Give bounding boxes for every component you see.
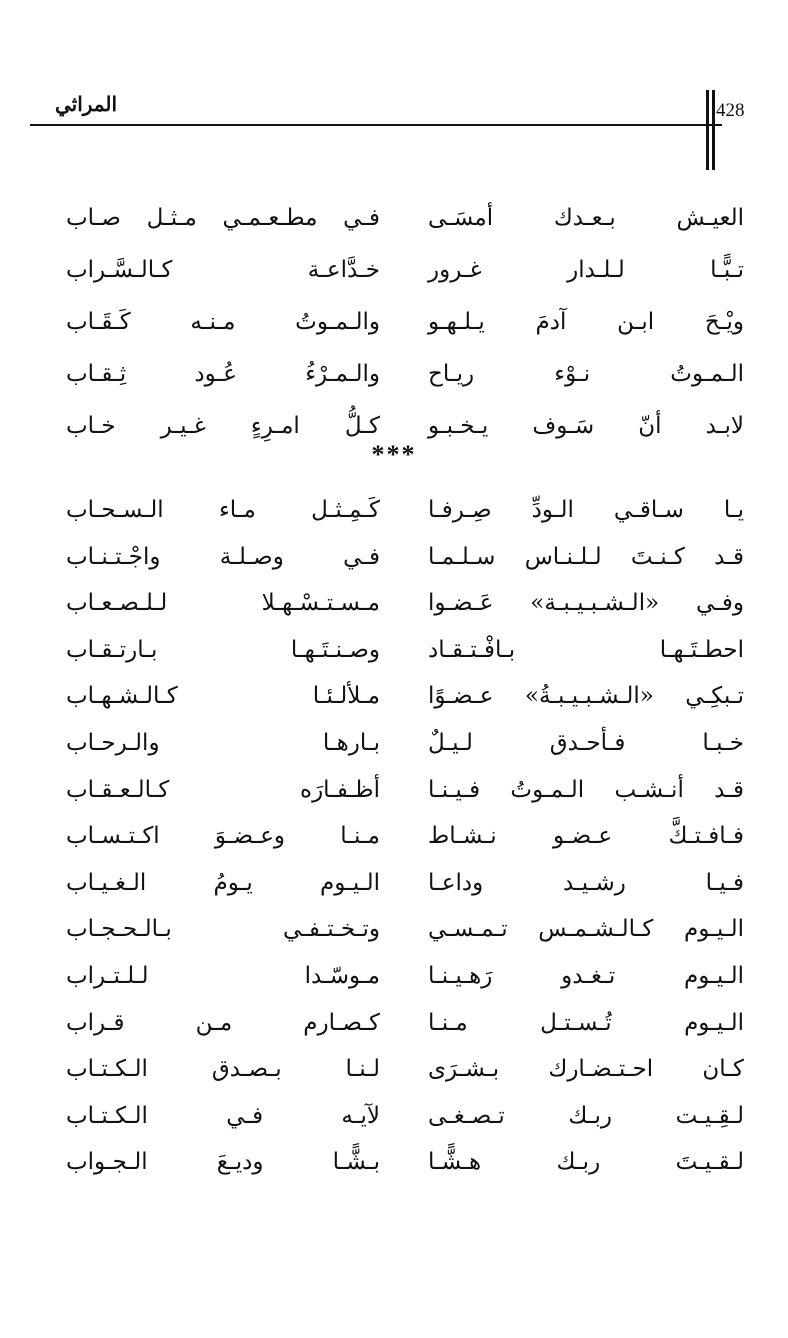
- verse-line: [0, 816, 788, 856]
- verse-line: [0, 630, 788, 670]
- verse-first-hemistich: قـد أنـشـب الـمـوتُ فـيـنـا: [428, 776, 744, 803]
- verse-second-hemistich: فـي مطـعـمـي مـثـل صـاب: [66, 205, 380, 231]
- verse-second-hemistich: بـارهـا والـرحـاب: [66, 730, 380, 756]
- verse-second-hemistich: وتـخـتـفـي بـالـحـجـاب: [66, 916, 380, 943]
- verse-first-hemistich: لابـد أنّ سَـوف يـخـبـو: [428, 413, 744, 439]
- verse-second-hemistich: كـصـارم مـن قـراب: [66, 1009, 380, 1036]
- page-number: 428: [716, 100, 745, 121]
- verse-first-hemistich: احطـتَـهـا بـافْـتـقـاد: [428, 636, 744, 663]
- verse-first-hemistich: تـبًّـا لـلـدار غـرور: [428, 257, 744, 283]
- verse-second-hemistich: بـشًّـا وديـعَ الـجـواب: [66, 1149, 380, 1176]
- verse-first-hemistich: قـد كـنـتَ لـلـنـاس سـلـمـا: [428, 543, 744, 570]
- verse-first-hemistich: الـمـوتُ نـوْء ريـاح: [428, 361, 744, 387]
- verse-line: [0, 770, 788, 810]
- verse-second-hemistich: فـي وصـلـة واجْـتـنـاب: [66, 543, 380, 570]
- verse-line: [0, 909, 788, 949]
- verse-line: [0, 863, 788, 903]
- verse-second-hemistich: كَـمِـثـل مـاء الـسـحـاب: [66, 497, 380, 523]
- verse-first-hemistich: الـيـوم كـالـشـمـس تـمـسـي: [428, 916, 744, 943]
- verse-first-hemistich: يـا سـاقـي الـودِّ صِـرفـا: [428, 497, 744, 523]
- verse-second-hemistich: لآيـه فـي الـكـتـاب: [66, 1102, 380, 1129]
- verse-second-hemistich: لـنـا بـصـدق الـكـتـاب: [66, 1056, 380, 1083]
- verse-line: [0, 354, 788, 394]
- verse-second-hemistich: مـسـتـسْـهـلا لـلـصـعـاب: [66, 590, 380, 617]
- verse-second-hemistich: كـلُّ امـرِءٍ غـيـر خـاب: [66, 413, 380, 439]
- verse-line: [0, 490, 788, 530]
- verse-second-hemistich: وصـنـتَـهـا بـارتـقـاب: [66, 636, 380, 663]
- verse-second-hemistich: والـمـوتُ مـنـه كَـقَـاب: [66, 309, 380, 335]
- verse-first-hemistich: تـبكِـي «الـشـبـيـبـةُ» عـضـوًا: [428, 683, 744, 710]
- verse-second-hemistich: مـلألـئـا كـالـشـهـاب: [66, 683, 380, 710]
- verse-first-hemistich: الـيـوم تُـسـتـل مـنـا: [428, 1009, 744, 1036]
- header-rule: [30, 124, 722, 126]
- verse-first-hemistich: كـان احـتـضـارك بـشـرَى: [428, 1056, 744, 1083]
- verse-second-hemistich: الـيـوم يـومُ الـغـيـاب: [66, 869, 380, 896]
- verse-second-hemistich: والـمـرْءُ عُـود ثِـقـاب: [66, 361, 380, 387]
- stanza-separator: ***: [371, 440, 417, 469]
- verse-line: [0, 1142, 788, 1182]
- verse-line: [0, 1096, 788, 1136]
- verse-second-hemistich: خـدَّاعـة كـالـسَّـراب: [66, 257, 380, 283]
- verse-line: [0, 583, 788, 623]
- verse-second-hemistich: أظـفـارَه كـالـعـقـاب: [66, 776, 380, 803]
- verse-first-hemistich: وفـي «الـشـبـيـبـة» عَـضـوا: [428, 590, 744, 617]
- verse-first-hemistich: العيـش بـعـدك أمسَـى: [428, 205, 744, 231]
- verse-line: [0, 1049, 788, 1089]
- verse-first-hemistich: فـافـتـكَّ عـضـو نـشـاط: [428, 823, 744, 850]
- verse-first-hemistich: ويْـحَ ابـن آدمَ يـلـهـو: [428, 309, 744, 335]
- verse-line: [0, 956, 788, 996]
- verse-line: [0, 198, 788, 238]
- verse-line: [0, 302, 788, 342]
- verse-line: [0, 723, 788, 763]
- verse-line: [0, 250, 788, 290]
- page-header: [0, 0, 788, 180]
- verse-first-hemistich: لـقِـيـت ربـك تـصـغـى: [428, 1102, 744, 1129]
- header-vertical-rule: [712, 90, 715, 170]
- verse-second-hemistich: مـنـا وعـضـوَ اكـتـسـاب: [66, 823, 380, 850]
- verse-first-hemistich: الـيـوم تـغـدو رَهـيـنـا: [428, 963, 744, 989]
- verse-line: [0, 1003, 788, 1043]
- header-vertical-rule: [706, 90, 709, 170]
- running-title: المراثي: [54, 92, 118, 116]
- verse-line: [0, 676, 788, 716]
- verse-first-hemistich: خـبـا فـأحـدق لـيـلٌ: [428, 730, 744, 756]
- verse-line: [0, 537, 788, 577]
- verse-first-hemistich: لـقـيـتَ ربـك هـشًّـا: [428, 1149, 744, 1176]
- verse-first-hemistich: فـيـا رشـيـد وداعـا: [428, 869, 744, 896]
- verse-second-hemistich: مـوسّـدا لـلـتـراب: [66, 963, 380, 989]
